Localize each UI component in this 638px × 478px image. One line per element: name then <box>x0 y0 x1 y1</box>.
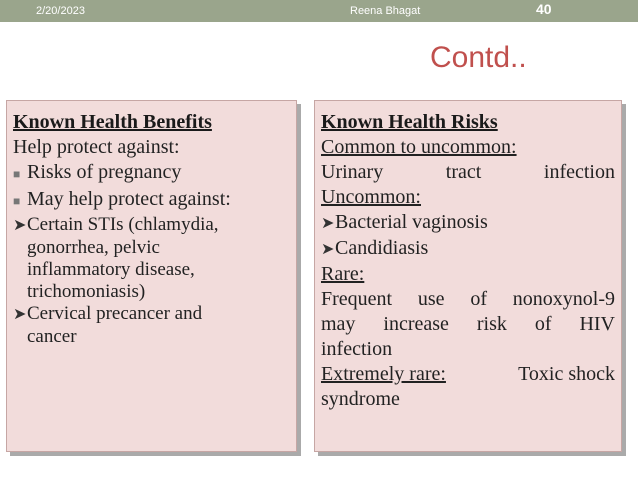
rare-line-1: Frequent use of nonoxynol-9 <box>321 288 615 310</box>
uncommon-item: ➤Candidiasis <box>321 236 615 262</box>
extreme-text: Toxic shock <box>518 363 615 385</box>
uncommon-item: ➤Bacterial vaginosis <box>321 210 615 236</box>
common-label: Common to uncommon: <box>321 136 517 158</box>
rare-line-3: infection <box>321 338 393 360</box>
extreme-line <box>321 362 615 387</box>
header-bar <box>0 0 638 22</box>
slide-author: Reena Bhagat <box>350 5 421 17</box>
uncommon-label: Uncommon: <box>321 186 421 208</box>
extreme-label: Extremely rare: <box>321 363 446 385</box>
extreme-text-2: syndrome <box>321 388 400 410</box>
square-bullet-icon: ■ <box>13 167 21 181</box>
square-bullet-icon: ■ <box>13 194 21 208</box>
rare-label: Rare: <box>321 263 365 285</box>
arrow-bullet-icon: ➤ <box>321 241 335 258</box>
arrow-bullet-icon: ➤ <box>13 306 27 323</box>
benefit-item: ■ Risks of pregnancy <box>13 160 296 187</box>
slide-date: 2/20/2023 <box>36 5 85 17</box>
benefits-panel <box>6 100 297 452</box>
benefits-heading: Known Health Benefits <box>13 111 212 133</box>
risks-heading: Known Health Risks <box>321 111 498 133</box>
sti-item: ➤Certain STIs (chlamydia, gonorrhea, pelvic inflammatory disease, trichomoniasis) <box>13 214 219 302</box>
benefits-intro: Help protect against: <box>13 136 180 158</box>
rare-line-2: may increase risk of HIV <box>321 313 615 335</box>
slide-page-number: 40 <box>536 1 552 17</box>
cancer-item: ➤Cervical precancer and cancer <box>13 303 203 347</box>
benefit-item: ■ May help protect against: <box>13 187 296 214</box>
arrow-bullet-icon: ➤ <box>13 217 27 234</box>
arrow-bullet-icon: ➤ <box>321 215 335 232</box>
uti-line: Urinary tract infection <box>321 161 615 183</box>
risks-panel <box>314 100 622 452</box>
slide-title: Contd.. <box>430 41 527 74</box>
